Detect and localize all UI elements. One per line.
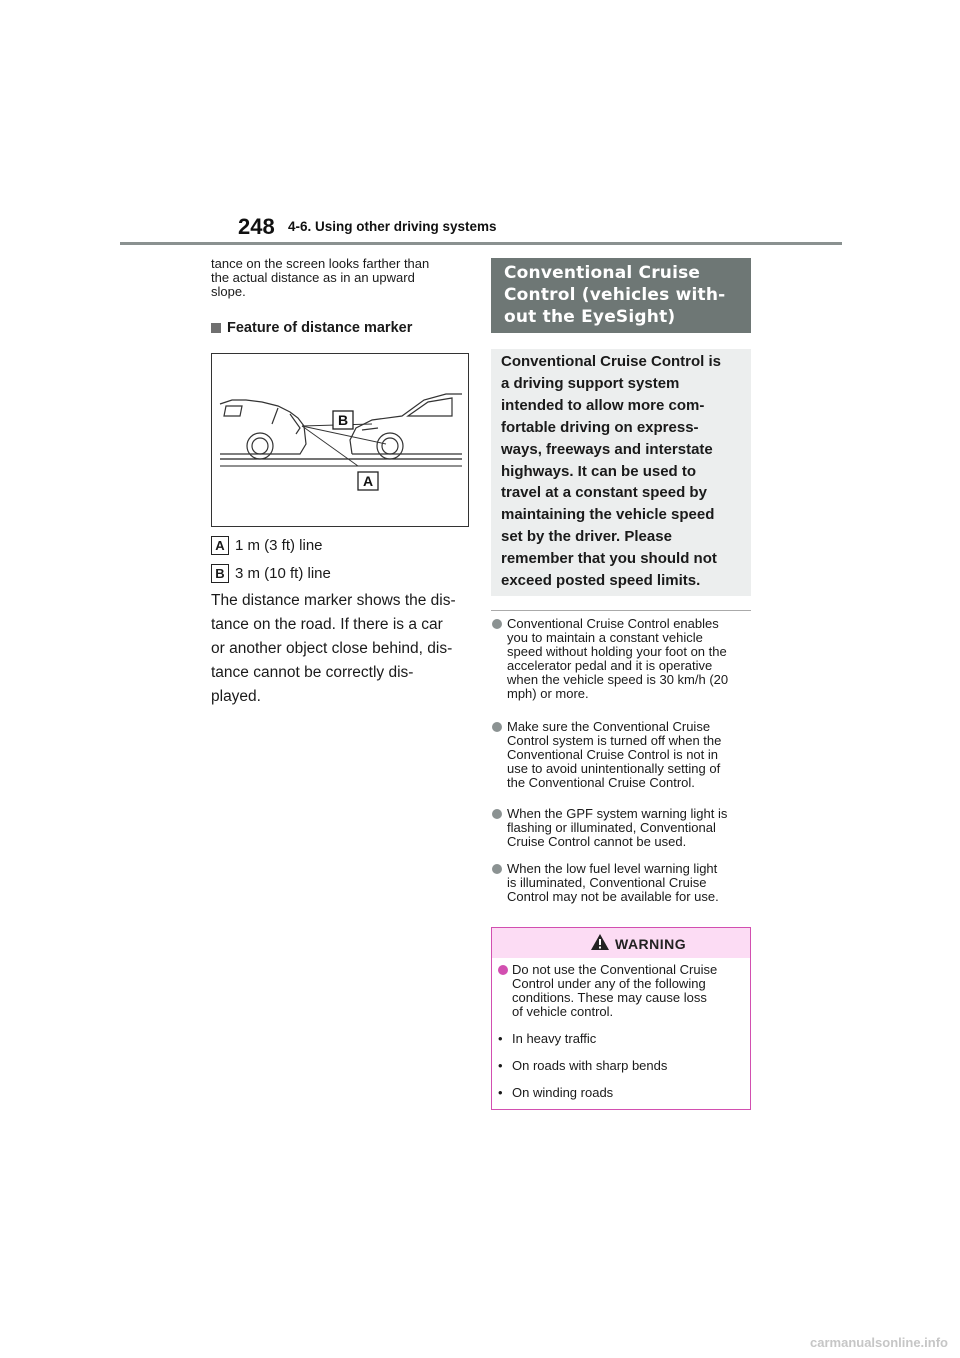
section-heading-line: out the EyeSight) (504, 307, 676, 327)
warning-header (492, 928, 750, 958)
summary-line: remember that you should not (501, 550, 717, 568)
warning-title: WARNING (615, 936, 687, 952)
bullet-dot-icon (492, 619, 502, 629)
callout-b (211, 564, 331, 583)
description-line: or another object close behind, dis- (211, 640, 453, 657)
summary-line: a driving support system (501, 374, 680, 392)
distance-marker-figure (211, 353, 469, 527)
bullet-line: accelerator pedal and it is operative (507, 658, 713, 673)
bullet-line: Control may not be available for use. (507, 889, 719, 904)
summary-line: Conventional Cruise Control is (501, 353, 722, 370)
watermark: carmanualsonline.info (810, 1335, 948, 1350)
bullet-line: When the low fuel level warning light (507, 861, 718, 876)
bullet-line: mph) or more. (507, 686, 589, 701)
warning-box (491, 927, 751, 1110)
figure-label-a-text: A (362, 473, 374, 489)
section-title: 4-6. Using other driving systems (288, 219, 497, 234)
bullet-dot-icon (492, 864, 502, 874)
warning-line: Do not use the Conventional Cruise (512, 962, 718, 977)
warning-condition: • On winding roads (498, 1085, 614, 1100)
description-line: tance on the road. If there is a car (211, 616, 443, 633)
warning-condition-text: In heavy traffic (512, 1031, 597, 1046)
callout-badge-b: B (211, 564, 229, 583)
summary-line: travel at a constant speed by (501, 484, 707, 502)
warning-condition: • On roads with sharp bends (498, 1058, 668, 1073)
intro-line: slope. (211, 284, 246, 299)
warning-bullet-dot-icon (498, 965, 508, 975)
callout-text-b: 3 m (10 ft) line (235, 565, 331, 582)
intro-paragraph (211, 257, 466, 299)
summary-line: ways, freeways and interstate (501, 440, 713, 458)
intro-line: tance on the screen looks farther than (211, 256, 430, 271)
bullet-line: speed without holding your foot on the (507, 644, 727, 659)
info-bullet (491, 862, 753, 904)
bullet-line: Cruise Control cannot be used. (507, 834, 687, 849)
intro-line: the actual distance as in an upward (211, 270, 415, 285)
section-heading-box (491, 258, 751, 333)
info-bullet (491, 617, 753, 701)
feature-heading-text: Feature of distance marker (227, 320, 413, 336)
bullet-line: Control system is turned off when the (507, 733, 722, 748)
bullet-dot-icon (492, 809, 502, 819)
bullet-line: When the GPF system warning light is (507, 806, 728, 821)
square-bullet-icon (211, 323, 221, 333)
warning-condition-text: On winding roads (512, 1085, 614, 1100)
bullet-line: is illuminated, Conventional Cruise (507, 875, 707, 890)
description-line: tance cannot be correctly dis- (211, 664, 414, 681)
distance-description (211, 589, 473, 709)
summary-line: set by the driver. Please (501, 528, 672, 546)
description-line: played. (211, 688, 261, 705)
warning-condition-text: On roads with sharp bends (512, 1058, 668, 1073)
warning-condition: • In heavy traffic (498, 1031, 597, 1046)
page-number: 248 (238, 214, 275, 239)
section-heading-line: Control (vehicles with- (504, 285, 726, 305)
figure-label-a (358, 472, 378, 490)
own-vehicle-icon (220, 400, 306, 459)
bullet-line: Conventional Cruise Control enables (507, 616, 719, 631)
summary-line: fortable driving on express- (501, 418, 699, 436)
callout-badge-a: A (211, 536, 229, 555)
section-heading-line: Conventional Cruise (504, 263, 701, 283)
header-divider (120, 242, 842, 245)
callout-a (211, 536, 323, 555)
info-bullet (491, 807, 753, 849)
figure-label-b (333, 411, 353, 429)
callout-text-a: 1 m (3 ft) line (235, 537, 323, 554)
warning-bullet (498, 963, 744, 1019)
bullet-line: use to avoid unintentionally setting of (507, 761, 721, 776)
warning-triangle-icon (590, 933, 610, 951)
bullet-line: you to maintain a constant vehicle (507, 630, 703, 645)
summary-line: intended to allow more com- (501, 396, 705, 414)
summary-line: highways. It can be used to (501, 462, 697, 480)
summary-line: maintaining the vehicle speed (501, 506, 715, 524)
bullet-dot-icon (492, 722, 502, 732)
summary-line: exceed posted speed limits. (501, 572, 701, 590)
warning-body (498, 963, 744, 1019)
info-bullet (491, 720, 753, 790)
warning-line: conditions. These may cause loss (512, 990, 707, 1005)
following-vehicle-icon (350, 394, 462, 459)
bullet-line: when the vehicle speed is 30 km/h (20 (507, 672, 729, 687)
distance-marker-illustration (212, 354, 468, 526)
bullet-line: flashing or illuminated, Conventional (507, 820, 716, 835)
figure-label-b-text: B (337, 412, 349, 428)
bullets-divider (491, 610, 751, 611)
summary-text (501, 351, 745, 592)
warning-line: Control under any of the following (512, 976, 706, 991)
bullet-line: the Conventional Cruise Control. (507, 775, 695, 790)
summary-box (491, 349, 751, 596)
bullet-line: Make sure the Conventional Cruise (507, 719, 711, 734)
bullet-line: Conventional Cruise Control is not in (507, 747, 718, 762)
description-line: The distance marker shows the dis- (211, 592, 456, 609)
feature-heading (211, 320, 412, 336)
section-heading (504, 262, 744, 328)
warning-line: of vehicle control. (512, 1004, 614, 1019)
